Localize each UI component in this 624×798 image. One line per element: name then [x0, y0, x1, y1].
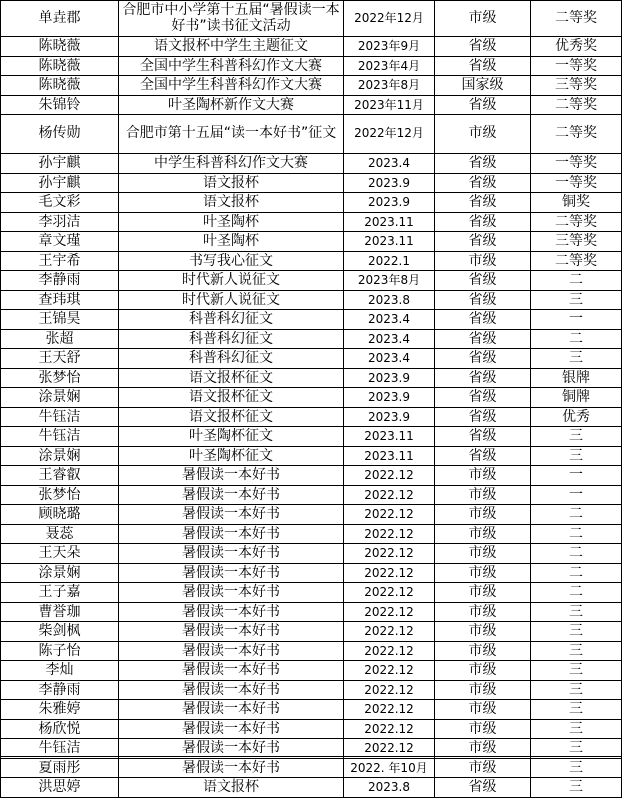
award-cell: 一 [531, 310, 622, 330]
competition-cell: 科普科幻征文 [119, 349, 344, 369]
student-name-cell: 张超 [1, 329, 119, 349]
date-cell: 2022年12月 [344, 1, 435, 37]
date-cell: 2022. 年10月 [344, 758, 435, 778]
student-name-cell: 李静雨 [1, 680, 119, 700]
student-name-cell: 张梦怡 [1, 368, 119, 388]
level-cell: 省级 [435, 349, 531, 369]
student-name-cell: 牛钰洁 [1, 407, 119, 427]
award-cell: 一等奖 [531, 154, 622, 174]
award-cell: 二等奖 [531, 251, 622, 271]
table-row [1, 76, 622, 96]
competition-cell: 暑假读一本好书 [119, 563, 344, 583]
award-cell: 三 [531, 290, 622, 310]
level-cell: 省级 [435, 310, 531, 330]
table-row [1, 407, 622, 427]
competition-cell: 暑假读一本好书 [119, 485, 344, 505]
table-row [1, 524, 622, 544]
student-name-cell: 单垚郡 [1, 1, 119, 37]
competition-cell: 叶圣陶杯征文 [119, 427, 344, 447]
level-cell: 省级 [435, 290, 531, 310]
level-cell: 省级 [435, 446, 531, 466]
date-cell: 2022.12 [344, 661, 435, 681]
award-cell: 二 [531, 583, 622, 603]
award-cell: 一 [531, 466, 622, 486]
level-cell: 省级 [435, 212, 531, 232]
competition-cell: 语文报杯征文 [119, 407, 344, 427]
competition-cell: 书写我心征文 [119, 251, 344, 271]
student-name-cell: 朱锦铃 [1, 95, 119, 115]
level-cell: 市级 [435, 115, 531, 154]
date-cell: 2023.4 [344, 349, 435, 369]
level-cell: 市级 [435, 485, 531, 505]
table-row [1, 251, 622, 271]
award-cell: 三 [531, 427, 622, 447]
student-name-cell: 王锦昊 [1, 310, 119, 330]
table-row [1, 329, 622, 349]
level-cell: 国家级 [435, 76, 531, 96]
award-cell: 二等奖 [531, 115, 622, 154]
level-cell: 市级 [435, 739, 531, 759]
student-name-cell: 查玮琪 [1, 290, 119, 310]
table-row [1, 37, 622, 57]
competition-cell: 暑假读一本好书 [119, 719, 344, 739]
date-cell: 2022.12 [344, 719, 435, 739]
table-row [1, 1, 622, 37]
award-cell: 三 [531, 349, 622, 369]
level-cell: 省级 [435, 232, 531, 252]
award-cell: 二等奖 [531, 212, 622, 232]
award-cell: 三 [531, 739, 622, 759]
table-row [1, 700, 622, 720]
date-cell: 2023.9 [344, 388, 435, 408]
competition-cell: 语文报杯中学生主题征文 [119, 37, 344, 57]
award-cell: 三 [531, 758, 622, 778]
student-name-cell: 李灿 [1, 661, 119, 681]
date-cell: 2023年4月 [344, 56, 435, 76]
cut-off-row [0, 756, 621, 767]
award-cell: 三 [531, 641, 622, 661]
award-cell: 银牌 [531, 368, 622, 388]
level-cell: 市级 [435, 466, 531, 486]
award-cell: 一 [531, 485, 622, 505]
competition-cell: 暑假读一本好书 [119, 661, 344, 681]
competition-cell: 语文报杯征文 [119, 368, 344, 388]
award-cell: 三等奖 [531, 232, 622, 252]
student-name-cell: 洪思婷 [1, 778, 119, 798]
level-cell: 市级 [435, 583, 531, 603]
competition-cell: 合肥市第十五届“读一本好书”征文 [119, 115, 344, 154]
award-cell: 三 [531, 778, 622, 798]
competition-cell: 时代新人说征文 [119, 271, 344, 291]
date-cell: 2022.12 [344, 739, 435, 759]
competition-cell: 全国中学生科普科幻作文大赛 [119, 76, 344, 96]
table-row [1, 641, 622, 661]
student-name-cell: 陈晓薇 [1, 76, 119, 96]
student-name-cell: 张梦怡 [1, 485, 119, 505]
student-name-cell: 杨欣悦 [1, 719, 119, 739]
award-cell: 二 [531, 563, 622, 583]
date-cell: 2022.12 [344, 700, 435, 720]
competition-cell: 暑假读一本好书 [119, 758, 344, 778]
level-cell: 市级 [435, 622, 531, 642]
student-name-cell: 李静雨 [1, 271, 119, 291]
date-cell: 2022.12 [344, 622, 435, 642]
award-cell: 二 [531, 329, 622, 349]
level-cell: 市级 [435, 680, 531, 700]
student-name-cell: 陈晓薇 [1, 56, 119, 76]
award-cell: 三 [531, 602, 622, 622]
date-cell: 2022.1 [344, 251, 435, 271]
table-row [1, 271, 622, 291]
award-cell: 三 [531, 622, 622, 642]
table-row [1, 232, 622, 252]
competition-cell: 暑假读一本好书 [119, 524, 344, 544]
student-name-cell: 李羽洁 [1, 212, 119, 232]
table-row [1, 505, 622, 525]
competition-cell: 暑假读一本好书 [119, 700, 344, 720]
table-row [1, 193, 622, 213]
date-cell: 2022年12月 [344, 115, 435, 154]
table-row [1, 544, 622, 564]
table-row [1, 485, 622, 505]
competition-cell: 暑假读一本好书 [119, 622, 344, 642]
table-row [1, 388, 622, 408]
award-cell: 铜奖 [531, 193, 622, 213]
student-name-cell: 涂景娴 [1, 388, 119, 408]
award-cell: 优秀奖 [531, 37, 622, 57]
table-row [1, 56, 622, 76]
table-row [1, 349, 622, 369]
student-name-cell: 牛钰洁 [1, 739, 119, 759]
table-row [1, 622, 622, 642]
table-row [1, 563, 622, 583]
student-name-cell: 王子嘉 [1, 583, 119, 603]
competition-cell: 全国中学生科普科幻作文大赛 [119, 56, 344, 76]
date-cell: 2022.12 [344, 563, 435, 583]
level-cell: 省级 [435, 193, 531, 213]
table-row [1, 719, 622, 739]
date-cell: 2023.11 [344, 232, 435, 252]
student-name-cell: 涂景娴 [1, 563, 119, 583]
level-cell: 省级 [435, 778, 531, 798]
level-cell: 市级 [435, 505, 531, 525]
student-name-cell: 顾晓璐 [1, 505, 119, 525]
date-cell: 2023.4 [344, 154, 435, 174]
award-cell: 二 [531, 505, 622, 525]
date-cell: 2023.11 [344, 427, 435, 447]
student-name-cell: 王宇希 [1, 251, 119, 271]
table-row [1, 661, 622, 681]
level-cell: 省级 [435, 329, 531, 349]
date-cell: 2023.9 [344, 407, 435, 427]
date-cell: 2023年8月 [344, 271, 435, 291]
level-cell: 省级 [435, 37, 531, 57]
student-name-cell: 柴剑枫 [1, 622, 119, 642]
competition-cell: 暑假读一本好书 [119, 641, 344, 661]
award-cell: 二等奖 [531, 95, 622, 115]
date-cell: 2023年8月 [344, 76, 435, 96]
date-cell: 2022.12 [344, 602, 435, 622]
level-cell: 市级 [435, 661, 531, 681]
competition-cell: 暑假读一本好书 [119, 680, 344, 700]
student-name-cell: 陈晓薇 [1, 37, 119, 57]
date-cell: 2023年11月 [344, 95, 435, 115]
awards-table-body [1, 1, 622, 798]
award-cell: 三 [531, 700, 622, 720]
date-cell: 2022.12 [344, 641, 435, 661]
student-name-cell: 杨传勋 [1, 115, 119, 154]
student-name-cell: 聂蕊 [1, 524, 119, 544]
table-row [1, 290, 622, 310]
level-cell: 省级 [435, 427, 531, 447]
student-name-cell: 牛钰洁 [1, 427, 119, 447]
level-cell: 市级 [435, 719, 531, 739]
date-cell: 2023.8 [344, 778, 435, 798]
award-cell: 二 [531, 271, 622, 291]
award-cell: 三 [531, 680, 622, 700]
date-cell: 2023.9 [344, 368, 435, 388]
table-row [1, 115, 622, 154]
student-name-cell: 孙宇麒 [1, 154, 119, 174]
student-name-cell: 章文瑾 [1, 232, 119, 252]
date-cell: 2023.4 [344, 310, 435, 330]
competition-cell: 叶圣陶杯新作文大赛 [119, 95, 344, 115]
level-cell: 市级 [435, 602, 531, 622]
level-cell: 省级 [435, 388, 531, 408]
award-cell: 三 [531, 719, 622, 739]
level-cell: 市级 [435, 641, 531, 661]
date-cell: 2022.12 [344, 544, 435, 564]
level-cell: 省级 [435, 56, 531, 76]
award-cell: 二等奖 [531, 1, 622, 37]
award-cell: 一等奖 [531, 56, 622, 76]
date-cell: 2023年9月 [344, 37, 435, 57]
level-cell: 市级 [435, 700, 531, 720]
table-row [1, 466, 622, 486]
table-row [1, 368, 622, 388]
date-cell: 2023.9 [344, 193, 435, 213]
level-cell: 市级 [435, 758, 531, 778]
level-cell: 省级 [435, 271, 531, 291]
date-cell: 2023.4 [344, 329, 435, 349]
level-cell: 市级 [435, 1, 531, 37]
award-cell: 优秀 [531, 407, 622, 427]
student-name-cell: 王天朵 [1, 544, 119, 564]
table-row [1, 154, 622, 174]
level-cell: 省级 [435, 154, 531, 174]
date-cell: 2022.12 [344, 466, 435, 486]
student-name-cell: 毛文彩 [1, 193, 119, 213]
date-cell: 2022.12 [344, 583, 435, 603]
student-name-cell: 陈子怡 [1, 641, 119, 661]
table-row [1, 95, 622, 115]
competition-cell: 暑假读一本好书 [119, 602, 344, 622]
table-row [1, 778, 622, 798]
award-cell: 铜牌 [531, 388, 622, 408]
student-name-cell: 曹誉珈 [1, 602, 119, 622]
date-cell: 2023.8 [344, 290, 435, 310]
competition-cell: 合肥市中小学第十五届“暑假读一本好书”读书征文活动 [119, 1, 344, 37]
table-row [1, 680, 622, 700]
student-name-cell: 夏雨彤 [1, 758, 119, 778]
competition-cell: 语文报杯 [119, 778, 344, 798]
student-name-cell: 朱雅婷 [1, 700, 119, 720]
student-name-cell: 王天舒 [1, 349, 119, 369]
award-cell: 三等奖 [531, 76, 622, 96]
award-cell: 三 [531, 661, 622, 681]
competition-cell: 叶圣陶杯 [119, 212, 344, 232]
table-row [1, 173, 622, 193]
level-cell: 省级 [435, 173, 531, 193]
table-row [1, 212, 622, 232]
student-name-cell: 涂景娴 [1, 446, 119, 466]
table-row [1, 310, 622, 330]
competition-cell: 科普科幻征文 [119, 310, 344, 330]
level-cell: 市级 [435, 524, 531, 544]
student-name-cell: 王睿叡 [1, 466, 119, 486]
competition-cell: 叶圣陶杯 [119, 232, 344, 252]
date-cell: 2023.11 [344, 446, 435, 466]
date-cell: 2022.12 [344, 485, 435, 505]
student-name-cell: 孙宇麒 [1, 173, 119, 193]
date-cell: 2022.12 [344, 680, 435, 700]
competition-cell: 中学生科普科幻作文大赛 [119, 154, 344, 174]
level-cell: 市级 [435, 563, 531, 583]
competition-cell: 暑假读一本好书 [119, 505, 344, 525]
competition-cell: 暑假读一本好书 [119, 583, 344, 603]
competition-cell: 叶圣陶杯征文 [119, 446, 344, 466]
competition-cell: 暑假读一本好书 [119, 466, 344, 486]
table-row [1, 446, 622, 466]
level-cell: 市级 [435, 544, 531, 564]
award-cell: 一等奖 [531, 173, 622, 193]
competition-cell: 时代新人说征文 [119, 290, 344, 310]
table-row [1, 583, 622, 603]
award-cell: 三 [531, 446, 622, 466]
competition-cell: 语文报杯 [119, 173, 344, 193]
award-cell: 二 [531, 524, 622, 544]
date-cell: 2022.12 [344, 505, 435, 525]
level-cell: 市级 [435, 251, 531, 271]
date-cell: 2023.9 [344, 173, 435, 193]
level-cell: 省级 [435, 95, 531, 115]
date-cell: 2022.12 [344, 524, 435, 544]
competition-cell: 语文报杯征文 [119, 388, 344, 408]
level-cell: 省级 [435, 407, 531, 427]
date-cell: 2023.11 [344, 212, 435, 232]
competition-cell: 语文报杯 [119, 193, 344, 213]
award-cell: 二 [531, 544, 622, 564]
competition-cell: 科普科幻征文 [119, 329, 344, 349]
competition-cell: 暑假读一本好书 [119, 739, 344, 759]
competition-cell: 暑假读一本好书 [119, 544, 344, 564]
table-row [1, 427, 622, 447]
level-cell: 省级 [435, 368, 531, 388]
table-row [1, 602, 622, 622]
